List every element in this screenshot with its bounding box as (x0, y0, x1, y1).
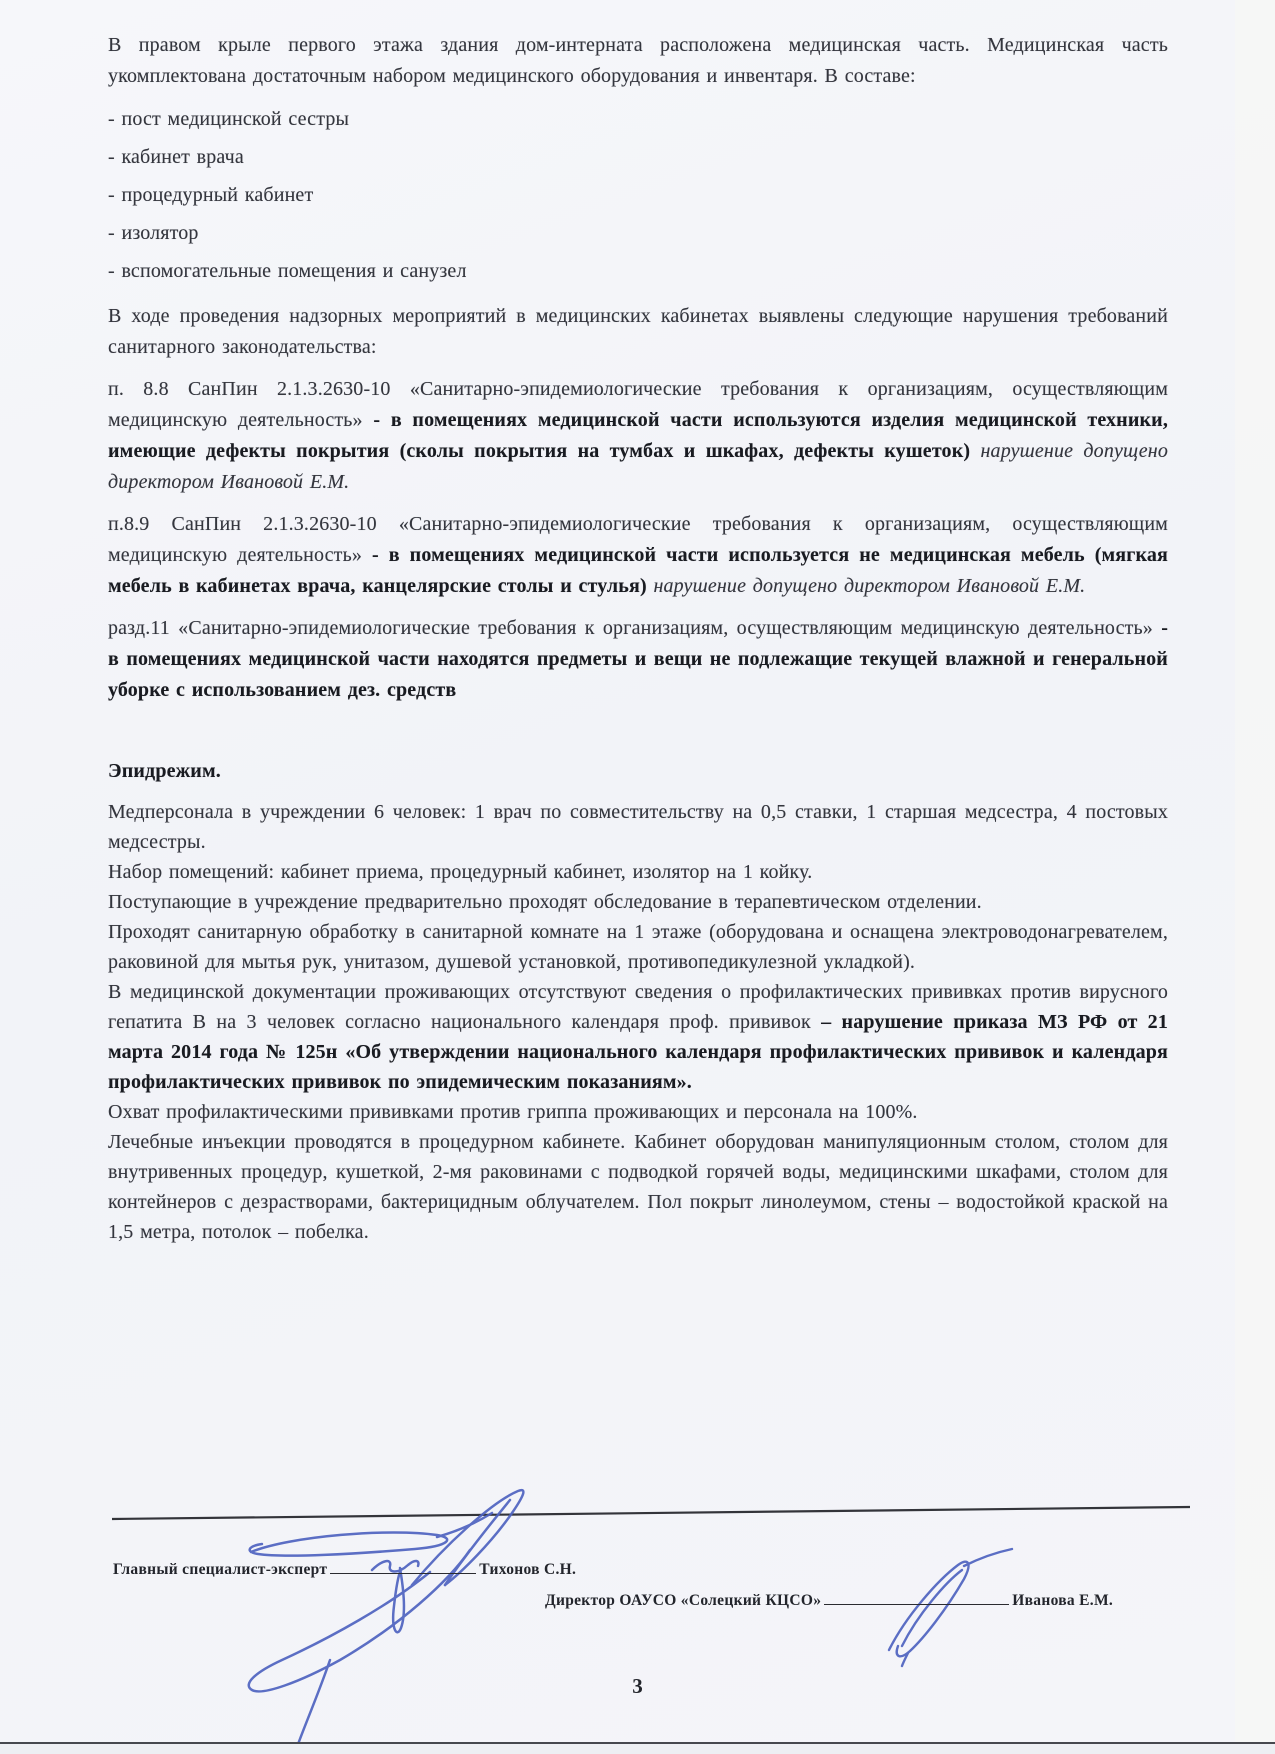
list-item (108, 180, 1168, 211)
list-item (108, 104, 1168, 135)
text-run: Медперсонала в учреждении 6 человек: 1 врач по совместительству на 0,5 ставки, 1 старшая медсестра, 4 постовых медсестры. (108, 801, 1168, 853)
text-run: – нарушение приказа МЗ РФ от 21 марта 2014 года № 125н «Об утверждении национального календаря профилактических прививок и календаря профилактических прививок по эпидемическим показаниям». (108, 1011, 1168, 1093)
signature-expert-underline (330, 1560, 476, 1574)
text-run: п. 8.8 СанПин 2.1.3.2630-10 «Санитарно-эпидемиологические требования к организациям, осуществляющим медицинскую деятельность» (108, 378, 1168, 431)
list-item (108, 218, 1168, 249)
signature-rule (112, 1507, 1190, 1519)
signature-tikhonov-ink (249, 1490, 524, 1747)
text-run: Набор помещений: кабинет приема, процедурный кабинет, изолятор на 1 койку. (108, 861, 813, 883)
signature-director-underline (824, 1591, 1009, 1605)
text-run: Проходят санитарную обработку в санитарной комнате на 1 этаже (оборудована и оснащена электроводонагревателем, раковиной для мытья рук, унитазом, душевой установкой, противопедикулезной укладкой). (108, 921, 1168, 973)
text-run: - в помещениях медицинской части используются изделия медицинской техники, имеющие дефекты покрытия (сколы покрытия на тумбах и шкафах, дефекты кушеток) (108, 409, 1168, 462)
text-run: В правом крыле первого этажа здания дом-интерната расположена медицинская часть. Медицинская часть укомплектована достаточным набором медицинского оборудования и инвентаря. В составе: (108, 34, 1168, 87)
page-number: 3 (632, 1674, 643, 1698)
text-run: - в помещениях медицинской части находятся предметы и вещи не подлежащие текущей влажной и генеральной уборке с использованием дез. средств (108, 617, 1168, 701)
text-run: Охват профилактическими прививками против гриппа проживающих и персонала на 100%. (108, 1101, 918, 1123)
text-run: - пост медицинской сестры (108, 108, 350, 130)
paragraph (108, 613, 1168, 706)
text-run: нарушение допущено директором Ивановой Е.М. (653, 575, 1086, 597)
text-run: - изолятор (108, 222, 199, 244)
text-run: Поступающие в учреждение предварительно проходят обследование в терапевтическом отделении. (108, 891, 982, 913)
signature-director-name: Иванова Е.М. (1012, 1592, 1114, 1609)
paragraph (108, 30, 1168, 92)
text-run: нарушение допущено директором Ивановой Е.М. (108, 440, 1168, 493)
text-run: п.8.9 СанПин 2.1.3.2630-10 «Санитарно-эпидемиологические требования к организациям, осуществляющим медицинскую деятельность» (108, 513, 1168, 566)
text-run: В медицинской документации проживающих отсутствуют сведения о профилактических прививках против вирусного гепатита В на 3 человек согласно национального календаря проф. прививок (108, 981, 1168, 1033)
paragraph (108, 374, 1168, 498)
list-item (108, 142, 1168, 173)
epid (108, 857, 1168, 887)
signature-line-director (545, 1591, 1113, 1610)
text-run: разд.11 «Санитарно-эпидемиологические требования к организациям, осуществляющим медицинскую деятельность» (108, 617, 1162, 639)
text-run: - вспомогательные помещения и санузел (108, 260, 467, 282)
scan-edge-bottom (0, 1742, 1275, 1754)
text-run: - кабинет врача (108, 146, 244, 168)
text-run: В ходе проведения надзорных мероприятий в медицинских кабинетах выявлены следующие нарушения требований санитарного законодательства: (108, 305, 1168, 358)
epid (108, 1127, 1168, 1247)
document-body (108, 30, 1168, 1247)
epid (108, 1097, 1168, 1127)
paragraph (108, 509, 1168, 602)
text-run: Лечебные инъекции проводятся в процедурном кабинете. Кабинет оборудован манипуляционным столом, столом для внутривенных процедур, кушеткой, 2-мя раковинами с подводкой горячей воды, медицинскими шкафами, столом для контейнеров с дезрастворами, бактерицидным облучателем. Пол покрыт линолеумом, стены – водостойкой краской на 1,5 метра, потолок – побелка. (108, 1131, 1168, 1243)
list-item (108, 256, 1168, 287)
epid (108, 977, 1168, 1097)
signature-director-label: Директор ОАУСО «Солецкий КЦСО» (545, 1592, 822, 1609)
scan-edge-right (1235, 0, 1275, 1754)
signature-expert-label: Главный специалист-эксперт (113, 1561, 328, 1578)
heading (108, 756, 1168, 787)
signature-expert-name: Тихонов С.Н. (479, 1561, 577, 1578)
paragraph (108, 301, 1168, 363)
text-run: - процедурный кабинет (108, 184, 314, 206)
epid (108, 917, 1168, 977)
text-run: - в помещениях медицинской части используется не медицинская мебель (мягкая мебель в кабинетах врача, канцелярские столы и стулья) (108, 544, 1168, 597)
text-run: Эпидрежим. (108, 760, 221, 782)
signature-line-expert (113, 1560, 576, 1579)
epid (108, 797, 1168, 857)
epid (108, 887, 1168, 917)
